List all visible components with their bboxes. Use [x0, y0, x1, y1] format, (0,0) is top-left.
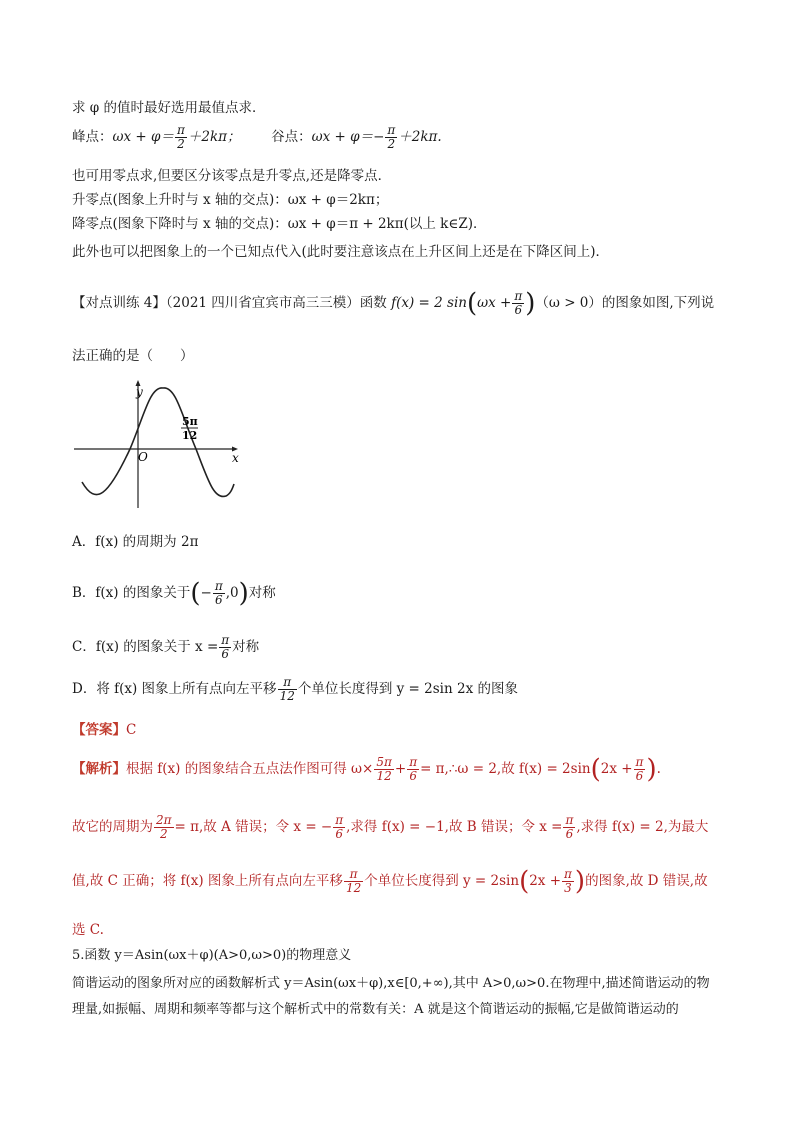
- analysis-p3-frac2-den: 3: [564, 881, 572, 895]
- section5-line-2: 理量,如振幅、周期和频率等都与这个解析式中的常数有关：A 就是这个简谐运动的振幅,它是做简谐运动的: [72, 1002, 679, 1017]
- option-d-post: 个单位长度得到 y = 2sin 2x 的图象: [297, 681, 518, 697]
- analysis-p1-a: 根据 f(x) 的图象结合五点法作图可得 ω×: [126, 761, 374, 777]
- option-c-frac-num: π: [221, 633, 230, 647]
- problem-func-fraction: [512, 290, 524, 317]
- analysis-p1-end: .: [656, 761, 661, 777]
- problem-func-inner: ωx +: [477, 295, 512, 311]
- zero-label-den: 12: [182, 429, 198, 442]
- sine-curve: [82, 388, 234, 497]
- analysis-p3-inner: 2x +: [529, 873, 562, 889]
- option-b-frac-num: π: [214, 579, 223, 593]
- analysis-p3-frac1-num: π: [344, 868, 363, 882]
- analysis-p2-a: 故它的周期为: [72, 819, 153, 835]
- valley-expr-left: ωx + φ＝−: [311, 129, 385, 145]
- analysis-p2-d: ,求得 f(x) = 2,为最大: [576, 819, 709, 835]
- option-b-point-pre: −: [200, 585, 212, 601]
- intro-line-4: 升零点(图象上升时与 x 轴的交点)：ωx + φ＝2kπ；: [72, 192, 389, 208]
- option-c-fraction: [219, 634, 231, 661]
- analysis-p1-frac1: [374, 756, 394, 783]
- peak-frac-num: π: [176, 123, 185, 137]
- analysis-p3-b: 个单位长度得到 y = 2sin: [364, 873, 520, 889]
- analysis-p2-frac2: [333, 814, 345, 841]
- option-b-frac-den: 6: [214, 593, 223, 607]
- analysis-p2-frac1-num: 2π: [156, 813, 172, 827]
- problem-func-cond: （ω > 0）的图象如图,下列说: [535, 295, 715, 311]
- analysis-p1-frac2-num: π: [409, 755, 418, 769]
- analysis-p2-frac3-num: π: [565, 813, 574, 827]
- problem-source: （2021 四川省宜宾市高三三模）函数: [165, 295, 387, 311]
- option-c-frac-den: 6: [221, 647, 230, 661]
- answer-line: [72, 718, 136, 738]
- peak-frac-den: 2: [177, 137, 185, 151]
- analysis-p1-inner: 2x +: [600, 761, 633, 777]
- valley-expr-right: ＋2kπ.: [398, 129, 442, 145]
- section5-line-1: 简谐运动的图象所对应的函数解析式 y＝Asin(ωx＋φ),x∈[0,+∞),其中 A>0,ω>0.在物理中,描述简谐运动的物: [72, 976, 710, 991]
- analysis-line-4: 选 C.: [72, 922, 104, 938]
- option-c-pre: C．f(x) 的图象关于 x =: [72, 639, 219, 655]
- analysis-p2-b: = π,故 A 错误；令 x = −: [174, 819, 333, 835]
- option-b: B．f(x) 的图象关于(− $\frac{\pi}{6}$ ,0)对称: [72, 578, 276, 609]
- peak-label: 峰点：: [72, 129, 113, 145]
- zero-label-num: 5π: [182, 415, 198, 428]
- intro-line-1: 求 φ 的值时最好选用最值点求．: [72, 100, 266, 116]
- analysis-p1-b: = π,∴ω = 2,故 f(x) = 2sin: [420, 761, 591, 777]
- analysis-p2-frac1-den: 2: [159, 827, 168, 841]
- option-c: [72, 634, 259, 661]
- problem-func-left: f(x) = 2 sin: [391, 295, 467, 311]
- peak-expr-right: ＋2kπ；: [187, 129, 241, 145]
- analysis-p1-frac1-num: 5π: [376, 755, 392, 769]
- intro-peak-valley-line: [72, 124, 442, 151]
- option-b-fraction: [213, 580, 225, 607]
- problem-statement-line-1: 【对点训练 4】（2021 四川省宜宾市高三三模）函数 f(x) = 2 sin(ωx + $\frac{\pi}{6}$ )（ω > 0）的图象如图,下列说: [72, 288, 715, 319]
- section5-title: 5.函数 y＝Asin(ωx＋φ)(A>0,ω>0)的物理意义: [72, 948, 352, 963]
- analysis-line-2: [72, 814, 708, 841]
- analysis-p1-frac3-den: 6: [635, 769, 644, 783]
- valley-frac-num: π: [387, 123, 396, 137]
- analysis-tag: 【解析】: [72, 761, 126, 777]
- analysis-p3-c: 的图象,故 D 错误,故: [585, 873, 708, 889]
- analysis-p2-frac1: [154, 814, 174, 841]
- option-d-frac-den: 12: [279, 689, 295, 703]
- y-label: y: [136, 385, 143, 399]
- analysis-p3-frac1-den: 12: [345, 881, 362, 895]
- analysis-p1-frac3-num: π: [635, 755, 644, 769]
- option-d-frac-num: π: [278, 676, 297, 690]
- analysis-p1-plus: +: [394, 761, 407, 777]
- analysis-p2-frac3-den: 6: [565, 827, 574, 841]
- analysis-p2-c: ,求得 f(x) = −1,故 B 错误；令 x =: [346, 819, 563, 835]
- option-b-point-post: ,0: [225, 585, 239, 601]
- analysis-p3-frac1: [344, 868, 363, 895]
- problem-func-frac-den: 6: [514, 303, 523, 317]
- analysis-p2-frac2-den: 6: [335, 827, 344, 841]
- peak-expr-left: ωx + φ＝: [112, 129, 174, 145]
- problem-func-frac-num: π: [514, 289, 523, 303]
- analysis-p3-frac2: [562, 868, 574, 895]
- option-d: [72, 676, 518, 703]
- sine-graph: [72, 372, 252, 512]
- origin-label: O: [138, 450, 148, 464]
- valley-fraction: [385, 124, 397, 151]
- option-b-pre: B．f(x) 的图象关于: [72, 585, 191, 601]
- analysis-p1-frac2-den: 6: [409, 769, 417, 783]
- option-d-fraction: [278, 676, 297, 703]
- analysis-line-3: 值,故 C 正确；将 f(x) 图象上所有点向左平移 $\frac{\pi}{12}$ 个单位长度得到 y = 2sin(2x + $\frac{\pi}{3}$ )的图象,故 D 错误,故: [72, 866, 708, 897]
- problem-statement-line-2: 法正确的是（ ）: [72, 348, 194, 364]
- answer-tag: 【答案】: [72, 722, 126, 738]
- option-b-post: 对称: [248, 585, 276, 601]
- analysis-p1-frac2: [407, 756, 419, 783]
- analysis-p2-frac2-num: π: [335, 813, 344, 827]
- valley-label: 谷点：: [271, 129, 312, 145]
- intro-line-6: 此外也可以把图象上的一个已知点代入(此时要注意该点在上升区间上还是在下降区间上)．: [72, 244, 610, 260]
- problem-tag: 【对点训练 4】: [72, 295, 166, 311]
- analysis-p1-frac3: [634, 756, 646, 783]
- analysis-p3-a: 值,故 C 正确；将 f(x) 图象上所有点向左平移: [72, 873, 343, 889]
- peak-fraction: [175, 124, 187, 151]
- option-a: A．f(x) 的周期为 2π: [72, 534, 199, 550]
- analysis-line-1: 【解析】根据 f(x) 的图象结合五点法作图可得 ω× $\frac{5\pi}{12}$ + $\frac{\pi}{6}$ = π,∴ω = 2,故 f(x) = 2sin(2x + $\frac{\pi}{6}$ ).: [72, 754, 661, 785]
- intro-line-3: 也可用零点求,但要区分该零点是升零点,还是降零点．: [72, 168, 392, 184]
- option-c-post: 对称: [232, 639, 260, 655]
- intro-line-5: 降零点(图象下降时与 x 轴的交点)：ωx + φ＝π + 2kπ(以上 k∈Z)．: [72, 216, 487, 232]
- analysis-p3-frac2-num: π: [564, 867, 572, 881]
- x-label: x: [232, 451, 239, 465]
- analysis-p1-frac1-den: 12: [376, 769, 392, 783]
- option-d-pre: D．将 f(x) 图象上所有点向左平移: [72, 681, 277, 697]
- analysis-p2-frac3: [563, 814, 575, 841]
- valley-frac-den: 2: [387, 137, 396, 151]
- answer-value: C: [126, 722, 137, 738]
